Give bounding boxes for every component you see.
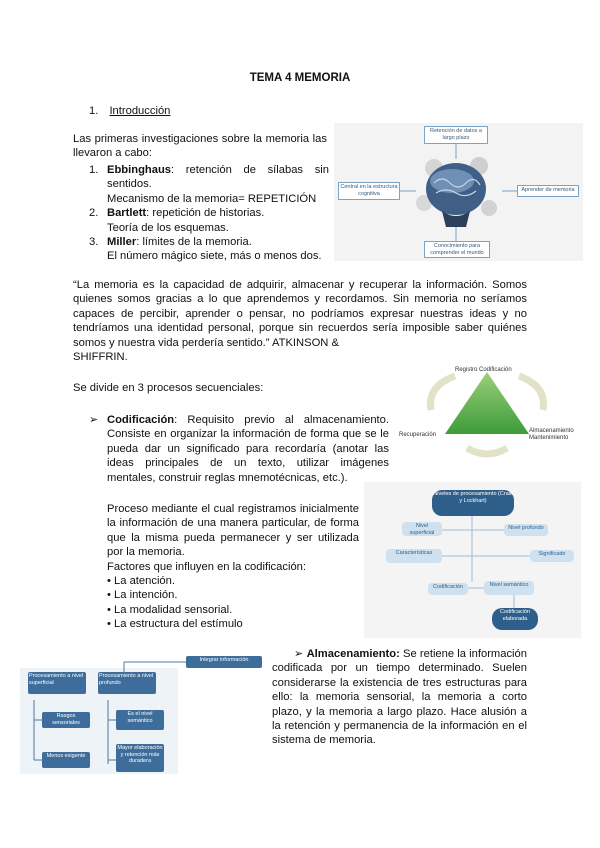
section-number: 1. <box>89 105 99 117</box>
depth-sub-box: Mayor elaboración y retención más duradera <box>116 744 164 772</box>
investigator-name: Ebbinghaus <box>107 164 172 176</box>
depth-box-deep: Procesamiento a nivel profundo <box>98 672 156 694</box>
quote-text: “La memoria es la capacidad de adquirir, almacenar y recuperar la información. Somos quienes somos gracias a lo que aprendemos y recordamos. Sin memoria no seríamos capaces de percibir, aprender o pensar, no podríamos expresar nuestras ideas y no tendríamos una identidad personal, porque sin recuerdos sería imposible saber quiénes somos y nuestra vida perdería sentido.” ATKINSON & <box>73 279 527 349</box>
level-box-dark: Codificación elaborada <box>492 608 538 630</box>
depth-sub-box: Menos exigente <box>42 752 90 768</box>
codificacion-block <box>89 413 389 485</box>
list-number: 3. <box>89 236 99 249</box>
depth-box-surface: Procesamiento a nivel superficial <box>28 672 86 694</box>
depth-sub-box: Es el nivel semántico <box>116 710 164 730</box>
process-name: Codificación <box>107 414 175 426</box>
list-text: Mecanismo de la memoria= REPETICIÓN <box>107 192 317 205</box>
processing-depth-diagram <box>20 648 264 776</box>
section-heading <box>89 104 170 118</box>
cycle-label-left: Recuperación <box>399 432 437 438</box>
list-item: • La modalidad sensorial. <box>107 603 233 616</box>
list-item <box>89 163 329 206</box>
investigator-name: Miller <box>107 236 137 249</box>
list-item <box>89 235 329 264</box>
bullet-arrow-icon: ➢ <box>294 648 304 660</box>
brain-illustration <box>334 123 583 261</box>
processes-intro: Se divide en 3 procesos secuenciales: <box>73 382 264 394</box>
cycle-label-right: Almacenamiento Mantenimiento <box>529 428 574 441</box>
list-text: sentidos. <box>107 178 152 191</box>
list-item <box>89 206 329 235</box>
page-title: TEMA 4 MEMORIA <box>249 72 351 84</box>
quote-author: SHIFFRIN. <box>73 351 128 363</box>
list-item: • La atención. <box>107 575 175 587</box>
list-text: Teoría de los esquemas. <box>107 221 229 234</box>
level-box: Características <box>386 549 442 563</box>
level-box: Significado <box>530 550 574 562</box>
depth-sub-box: Rasgos sensoriales <box>42 712 90 728</box>
almacenamiento-block <box>272 647 527 748</box>
factors-list <box>107 574 243 632</box>
level-box: Nivel profundo <box>504 524 548 536</box>
list-text: : retención de sílabas sin <box>171 164 329 176</box>
diagram-title-box: Niveles de procesamiento (Craik y Lockhart) <box>432 490 514 516</box>
level-box: Nivel semántico <box>484 581 534 595</box>
list-item: • La intención. <box>107 589 178 602</box>
level-box: Nivel superficial <box>402 522 442 536</box>
list-item: • La estructura del estímulo <box>107 618 243 631</box>
memory-cycle-diagram <box>397 362 577 462</box>
concept-box-top: Retención de datos a largo plazo <box>424 126 488 144</box>
section-label: Introducción <box>109 105 171 117</box>
cycle-triangle <box>397 362 577 462</box>
list-number: 1. <box>89 164 99 176</box>
list-number: 2. <box>89 207 99 220</box>
intro-text: Las primeras investigaciones sobre la memoria las llevaron a cabo: <box>73 133 327 160</box>
memory-concept-map <box>334 123 583 261</box>
investigators-list <box>89 163 329 264</box>
investigator-name: Bartlett <box>107 207 147 220</box>
cycle-label-top: Registro Codificación <box>455 367 512 373</box>
process-text: Se retiene la información codificada por un tiempo determinado. Suelen considerarse la existencia de tres estructuras para ello: la memoria sensorial, la memoria a corto plazo, y la memoria a largo plazo. Hace alusión a la retención y permanencia de la información en el sistema de memoria. <box>272 648 527 747</box>
list-text: : límites de la memoria. <box>136 236 252 249</box>
codificacion-paragraph: Proceso mediante el cual registramos inicialmente la información de una manera particular, de forma que la misma pueda permanecer y ser utilizada por la memoria. <box>107 503 359 559</box>
concept-box-right: Aprender de memoria <box>517 185 579 197</box>
depth-box-integrate: Integrar información <box>186 656 262 668</box>
concept-box-left: Central en la estructura cognitiva <box>338 182 400 200</box>
concept-box-bottom: Conocimiento para comprender el mundo <box>424 241 490 258</box>
bullet-arrow-icon: ➢ <box>89 414 99 426</box>
process-name: Almacenamiento: <box>306 648 400 660</box>
process-text: : Requisito previo al almacenamiento. Consiste en organizar la información de forma que se le pueda dar un significado para recordaría (anotar las ideas principales de un texto, utilizar imágenes mentales, construir reglas mnemotécnicas, etc.). <box>107 414 389 484</box>
list-text: : repetición de historias. <box>146 207 265 220</box>
factors-title: Factores que influyen en la codificación: <box>107 561 307 573</box>
list-text: El número mágico siete, más o menos dos. <box>107 250 322 263</box>
level-box: Codificación <box>428 583 468 595</box>
processing-levels-diagram <box>364 482 581 638</box>
